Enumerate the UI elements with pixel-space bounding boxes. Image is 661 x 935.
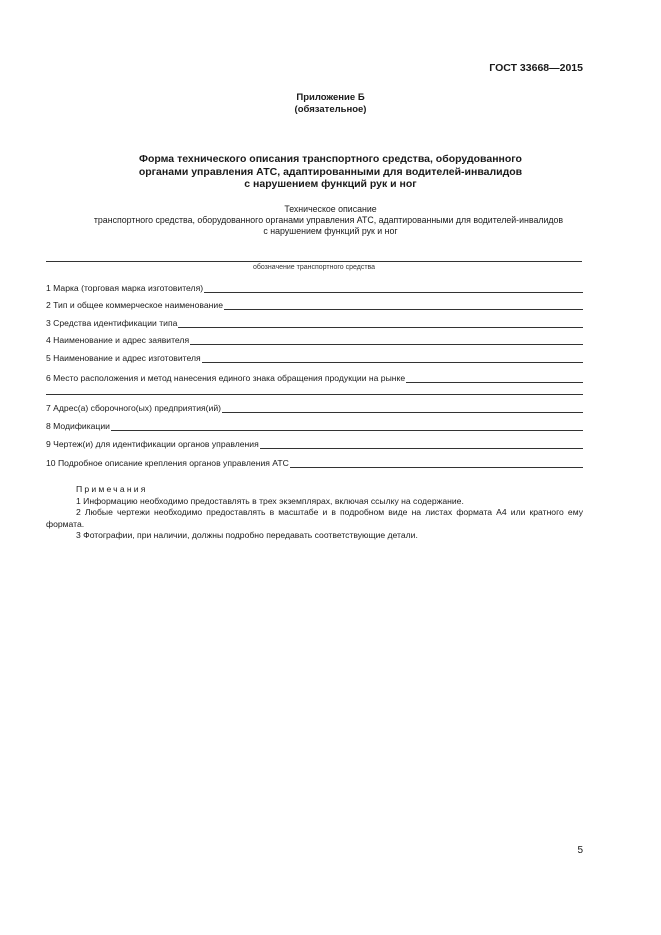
form-title-line-3: с нарушением функций рук и ног xyxy=(244,178,417,190)
field-input-line[interactable] xyxy=(111,429,583,431)
field-label: 7 Адрес(а) сборочного(ых) предприятия(ий) xyxy=(46,403,221,413)
note-item: 1 Информацию необходимо предоставлять в трех экземплярах, включая ссылку на содержание. xyxy=(76,495,464,506)
form-title-line-1: Форма технического описания транспортного средства, оборудованного xyxy=(139,153,522,165)
field-label: 5 Наименование и адрес изготовителя xyxy=(46,353,201,363)
field-input-line[interactable] xyxy=(178,326,583,328)
field-modifications[interactable] xyxy=(46,420,583,432)
field-brand[interactable] xyxy=(46,282,583,294)
field-label: 2 Тип и общее коммерческое наименование xyxy=(46,300,223,310)
field-mounting-description[interactable] xyxy=(46,457,583,469)
appendix-heading xyxy=(0,92,661,116)
form-title xyxy=(0,153,661,191)
field-input-line[interactable] xyxy=(202,361,583,363)
field-manufacturer[interactable] xyxy=(46,352,583,364)
field-applicant[interactable] xyxy=(46,334,583,346)
field-label: 6 Место расположения и метод нанесения единого знака обращения продукции на рынке xyxy=(46,373,406,383)
field-label: 1 Марка (торговая марка изготовителя) xyxy=(46,283,204,293)
field-input-line[interactable] xyxy=(406,381,583,383)
field-mark-location[interactable] xyxy=(46,372,583,384)
field-label: 10 Подробное описание крепления органов управления АТС xyxy=(46,458,289,468)
field-input-line[interactable] xyxy=(222,411,583,413)
field-input-line[interactable] xyxy=(204,291,583,293)
field-label: 3 Средства идентификации типа xyxy=(46,318,178,328)
field-input-line[interactable] xyxy=(290,466,583,468)
field-input-line[interactable] xyxy=(190,343,583,345)
field-label: 8 Модификации xyxy=(46,421,110,431)
field-input-line[interactable] xyxy=(224,308,583,310)
field-mark-location-extra-line[interactable] xyxy=(46,394,583,395)
field-type-identification[interactable] xyxy=(46,317,583,329)
vehicle-designation-line[interactable] xyxy=(46,261,582,262)
description-line-2: транспортного средства, оборудованного органами управления АТС, адаптированными для водителей-инвалидов xyxy=(93,215,564,225)
field-input-line[interactable] xyxy=(260,447,583,449)
note-item: 2 Любые чертежи необходимо предоставлять в масштабе и в подробном виде на листах формата А4 или кратного ему формата. xyxy=(46,507,583,529)
field-label: 4 Наименование и адрес заявителя xyxy=(46,335,190,345)
vehicle-designation-caption: обозначение транспортного средства xyxy=(252,264,376,271)
note-item: 3 Фотографии, при наличии, должны подробно передавать соответствующие детали. xyxy=(76,530,418,540)
appendix-status: (обязательное) xyxy=(294,104,367,115)
form-title-line-2: органами управления АТС, адаптированными для водителей-инвалидов xyxy=(138,165,523,178)
page-number: 5 xyxy=(577,845,583,856)
description-line-3: с нарушением функций рук и ног xyxy=(263,226,398,236)
field-type-name[interactable] xyxy=(46,299,583,311)
field-assembly-plants[interactable] xyxy=(46,402,583,414)
standard-number: ГОСТ 33668—2015 xyxy=(489,62,583,74)
field-label: 9 Чертеж(и) для идентификации органов управления xyxy=(46,439,259,449)
appendix-title: Приложение Б xyxy=(296,92,365,103)
notes-heading: Примечания xyxy=(76,484,148,494)
description-heading xyxy=(0,204,661,237)
field-drawings[interactable] xyxy=(46,438,583,450)
description-line-1: Техническое описание xyxy=(284,204,377,214)
notes-section xyxy=(46,484,583,542)
